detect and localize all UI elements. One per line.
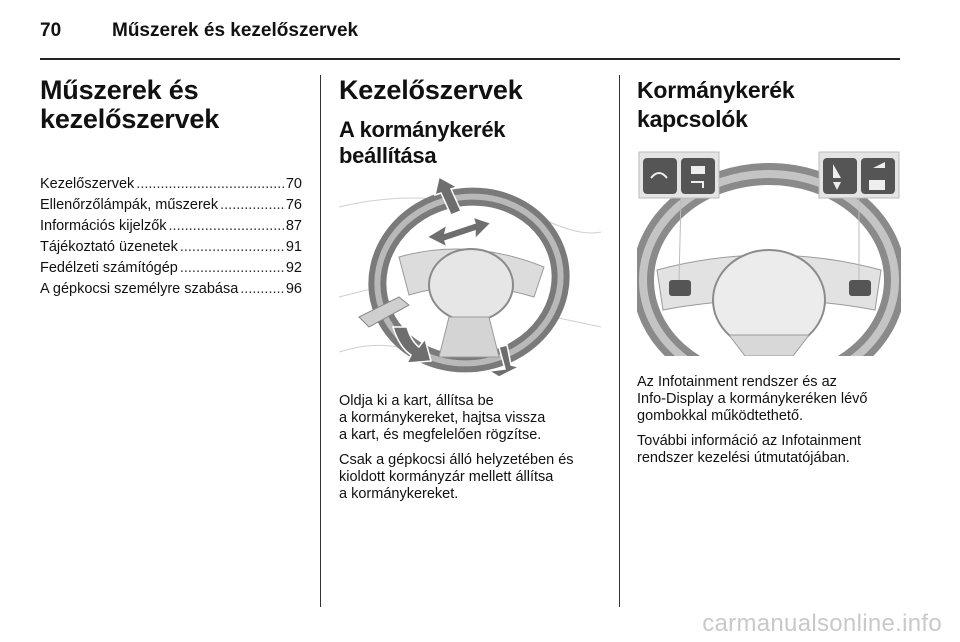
section-heading: Kezelőszervek — [339, 75, 523, 105]
toc-entry-page: 91 — [285, 239, 302, 255]
toc-entry-page: 96 — [285, 281, 302, 297]
toc-entry-title: Információs kijelzők — [40, 218, 167, 234]
text-line: Info-Display a kormánykeréken lévő — [637, 391, 868, 407]
text-line: a kormánykereket, hajtsa vissza — [339, 410, 546, 426]
left-column — [40, 76, 302, 302]
toc-leader-dots — [220, 197, 284, 213]
toc-leader-dots — [240, 281, 284, 297]
watermark: carmanualsonline.info — [702, 610, 942, 637]
toc-entry-title: A gépkocsi személyre szabása — [40, 281, 239, 297]
chapter-heading-line: Műszerek és — [40, 75, 199, 105]
section-heading: Kormánykerék kapcsolók — [637, 77, 795, 132]
paragraph — [339, 452, 601, 503]
steering-adjustment-illustration — [339, 177, 601, 377]
subsection-heading: A kormánykerék beállítása — [339, 117, 506, 168]
toc-entry[interactable] — [40, 176, 302, 197]
column-divider-left — [320, 75, 321, 607]
toc-entry-page: 70 — [285, 176, 302, 192]
steering-wheel-icon — [359, 180, 576, 377]
toc-leader-dots — [136, 176, 284, 192]
text-line: Csak a gépkocsi álló helyzetében és — [339, 452, 574, 468]
text-line: a kart, és megfelelően rögzítse. — [339, 427, 542, 443]
toc-entry[interactable] — [40, 281, 302, 302]
text-line: rendszer kezelési útmutatójában. — [637, 450, 850, 466]
toc-entry[interactable] — [40, 218, 302, 239]
text-line: a kormánykereket. — [339, 486, 459, 502]
chapter-heading-line: kezelőszervek — [40, 104, 220, 134]
toc-leader-dots — [169, 218, 284, 234]
toc-entry-title: Kezelőszervek — [40, 176, 135, 192]
right-column — [637, 76, 901, 475]
text-line: Az Infotainment rendszer és az — [637, 374, 837, 390]
steering-adjustment-text — [339, 393, 601, 503]
table-of-contents — [40, 176, 302, 302]
toc-entry-page: 87 — [285, 218, 302, 234]
steering-controls-illustration — [637, 150, 901, 356]
toc-entry[interactable] — [40, 260, 302, 281]
text-line: gombokkal működtethető. — [637, 408, 804, 424]
text-line: Oldja ki a kart, állítsa be — [339, 393, 494, 409]
header-rule — [40, 58, 900, 60]
toc-entry[interactable] — [40, 197, 302, 218]
toc-entry-title: Tájékoztató üzenetek — [40, 239, 178, 255]
column-divider-right — [619, 75, 620, 607]
text-line: További információ az Infotainment — [637, 433, 862, 449]
toc-leader-dots — [180, 260, 284, 276]
paragraph — [637, 374, 901, 425]
steering-controls-text — [637, 374, 901, 467]
toc-entry-page: 92 — [285, 260, 302, 276]
middle-column — [339, 76, 601, 511]
page-number: 70 — [40, 20, 62, 41]
chapter-heading — [40, 76, 302, 134]
running-title: Műszerek és kezelőszervek — [112, 20, 359, 41]
paragraph — [637, 433, 901, 467]
toc-entry[interactable] — [40, 239, 302, 260]
toc-entry-page: 76 — [285, 197, 302, 213]
text-line: kioldott kormányzár mellett állítsa — [339, 469, 554, 485]
paragraph — [339, 393, 601, 444]
toc-entry-title: Fedélzeti számítógép — [40, 260, 178, 276]
toc-leader-dots — [180, 239, 284, 255]
toc-entry-title: Ellenőrzőlámpák, műszerek — [40, 197, 219, 213]
